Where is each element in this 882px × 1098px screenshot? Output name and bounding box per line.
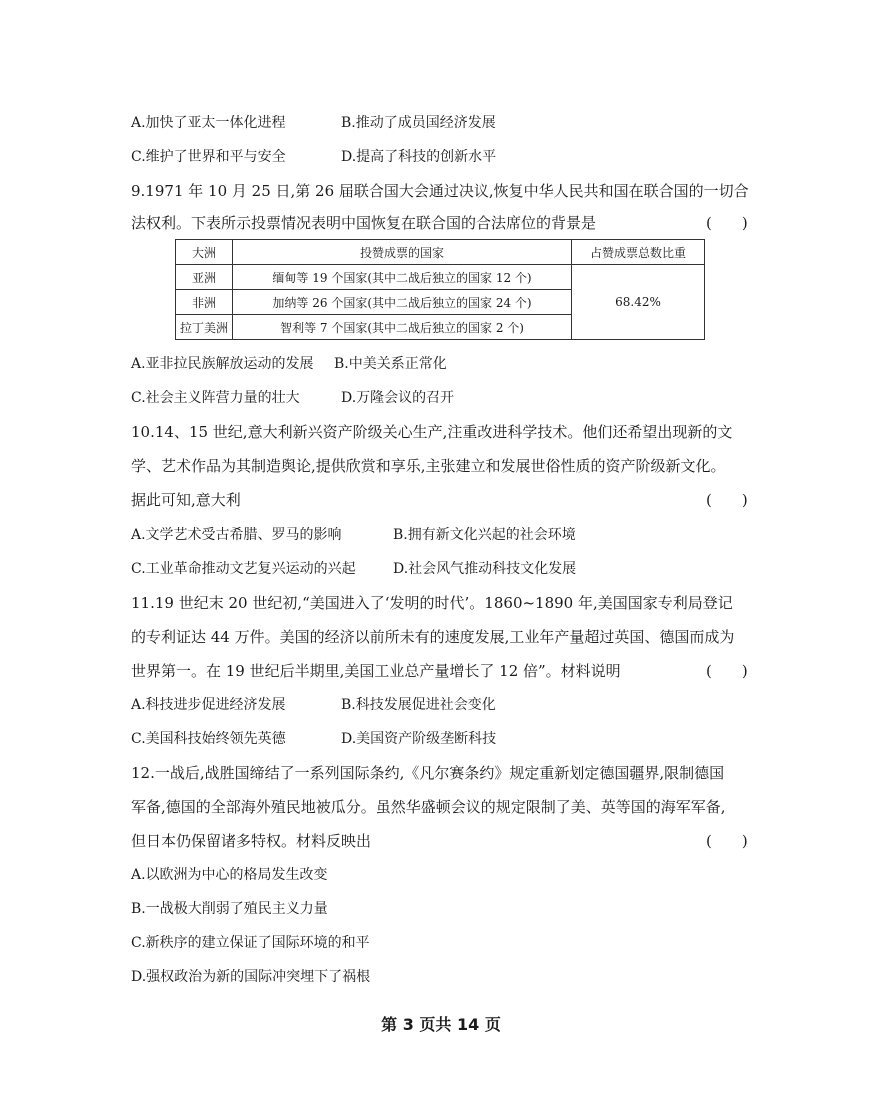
table-header-row	[176, 240, 705, 265]
q12-answer-blank: ( )	[706, 832, 748, 850]
table-cell-countries: 智利等 7 个国家(其中二战后独立的国家 2 个)	[233, 315, 572, 340]
q12-stem-line-1: 12.一战后,战胜国缔结了一系列国际条约,《凡尔赛条约》规定重新划定德国疆界,限制德国	[131, 764, 725, 782]
table-header-countries: 投赞成票的国家	[233, 240, 572, 265]
q10-option-a: A.文学艺术受古希腊、罗马的影响	[131, 527, 342, 543]
q9-option-b: B.中美关系正常化	[334, 356, 447, 372]
q11-option-b: B.科技发展促进社会变化	[341, 697, 496, 713]
table-header-continent: 大洲	[176, 240, 233, 265]
q8-option-a: A.加快了亚太一体化进程	[131, 115, 286, 131]
q12-option-c: C.新秩序的建立保证了国际环境的和平	[131, 935, 370, 951]
table-cell-ratio: 68.42%	[572, 265, 705, 340]
q10-option-c: C.工业革命推动文艺复兴运动的兴起	[131, 561, 356, 577]
table-cell-continent: 非洲	[176, 290, 233, 315]
q11-stem-line-3: 世界第一。在 19 世纪后半期里,美国工业总产量增长了 12 倍”。材料说明	[131, 662, 621, 680]
q10-stem-line-1: 10.14、15 世纪,意大利新兴资产阶级关心生产,注重改进科学技术。他们还希望出现新的文	[131, 423, 733, 441]
q11-answer-blank: ( )	[706, 662, 748, 680]
q11-stem-line-2: 的专利证达 44 万件。美国的经济以前所未有的速度发展,工业年产量超过英国、德国而成为	[131, 628, 735, 646]
q12-option-a: A.以欧洲为中心的格局发生改变	[131, 867, 328, 883]
q12-stem-line-3: 但日本仍保留诸多特权。材料反映出	[131, 832, 372, 850]
q11-stem-line-1: 11.19 世纪末 20 世纪初,“美国进入了‘发明的时代’。1860~1890 年,美国国家专利局登记	[131, 594, 733, 612]
q10-option-b: B.拥有新文化兴起的社会环境	[393, 527, 576, 543]
q9-option-c: C.社会主义阵营力量的壮大	[131, 390, 300, 406]
table-row	[176, 265, 705, 290]
q8-option-b: B.推动了成员国经济发展	[341, 115, 496, 131]
table-header-ratio: 占赞成票总数比重	[572, 240, 705, 265]
q11-option-d: D.美国资产阶级垄断科技	[341, 731, 497, 747]
q9-answer-blank: ( )	[706, 214, 748, 232]
table-cell-countries: 加纳等 26 个国家(其中二战后独立的国家 24 个)	[233, 290, 572, 315]
q8-option-c: C.维护了世界和平与安全	[131, 149, 286, 165]
q10-stem-line-3: 据此可知,意大利	[131, 491, 241, 509]
q10-stem-line-2: 学、艺术作品为其制造舆论,提供欣赏和享乐,主张建立和发展世俗性质的资产阶级新文化。	[131, 457, 726, 475]
q11-option-a: A.科技进步促进经济发展	[131, 697, 286, 713]
q9-stem-line-2: 法权利。下表所示投票情况表明中国恢复在联合国的合法席位的背景是	[131, 214, 597, 232]
table-cell-countries: 缅甸等 19 个国家(其中二战后独立的国家 12 个)	[233, 265, 572, 290]
page-number: 第 3 页共 14 页	[381, 1015, 501, 1034]
q9-stem-line-1: 9.1971 年 10 月 25 日,第 26 届联合国大会通过决议,恢复中华人民共和国在联合国的一切合	[131, 182, 749, 200]
q9-option-a: A.亚非拉民族解放运动的发展	[131, 356, 314, 372]
q9-vote-table	[175, 239, 705, 340]
table-cell-continent: 亚洲	[176, 265, 233, 290]
q11-option-c: C.美国科技始终领先英德	[131, 731, 286, 747]
q9-option-d: D.万隆会议的召开	[341, 390, 455, 406]
q10-option-d: D.社会风气推动科技文化发展	[393, 561, 577, 577]
q12-option-b: B.一战极大削弱了殖民主义力量	[131, 901, 328, 917]
q8-option-d: D.提高了科技的创新水平	[341, 149, 497, 165]
table-cell-continent: 拉丁美洲	[176, 315, 233, 340]
q12-stem-line-2: 军备,德国的全部海外殖民地被瓜分。虽然华盛顿会议的规定限制了美、英等国的海军军备,	[131, 798, 726, 816]
q12-option-d: D.强权政治为新的国际冲突埋下了祸根	[131, 969, 371, 985]
q10-answer-blank: ( )	[706, 491, 748, 509]
